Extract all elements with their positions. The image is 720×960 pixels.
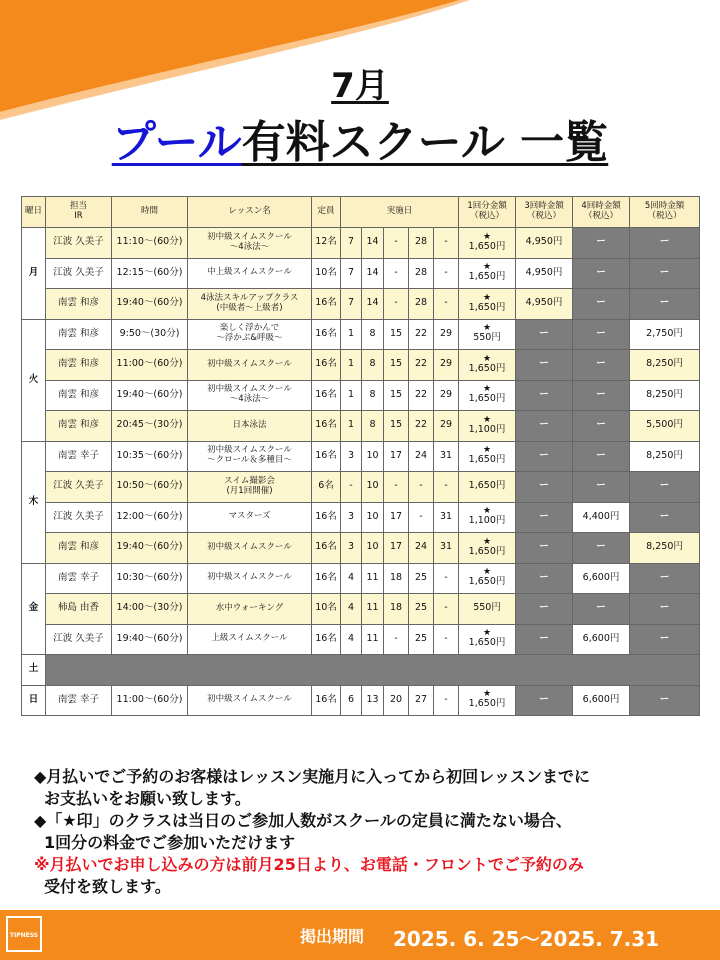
price-1-value: 1,650円 — [468, 271, 506, 283]
date-cell: 28 — [409, 228, 434, 259]
date-cell: 15 — [384, 319, 409, 350]
date-cell: 24 — [409, 441, 434, 472]
date-cell: 7 — [341, 289, 362, 320]
footer-bar — [0, 910, 720, 960]
price-1-value: 1,650円 — [468, 480, 506, 492]
closed-cell — [46, 655, 700, 686]
price-4-cell: ー — [573, 350, 630, 381]
header-time: 時間 — [112, 197, 188, 228]
table-row — [22, 350, 700, 381]
price-5-cell: 8,250円 — [630, 441, 700, 472]
date-cell: 14 — [362, 258, 384, 289]
time-cell: 11:00～(60分) — [112, 350, 188, 381]
lesson-cell: 楽しく浮かんで ～浮かぶ&呼吸～ — [188, 319, 312, 350]
price-3-cell: ー — [516, 563, 573, 594]
capacity-cell: 16名 — [312, 411, 341, 442]
price-1-value: 1,650円 — [468, 393, 506, 405]
table-header-row — [22, 197, 700, 228]
date-cell: 20 — [384, 685, 409, 716]
date-cell: 27 — [409, 685, 434, 716]
time-cell: 14:00～(30分) — [112, 594, 188, 625]
instructor-cell: 南雲 幸子 — [46, 685, 112, 716]
price-5-cell: ー — [630, 258, 700, 289]
table-row — [22, 441, 700, 472]
time-cell: 9:50～(30分) — [112, 319, 188, 350]
lesson-cell: 初中級スイムスクール — [188, 350, 312, 381]
date-cell: 15 — [384, 350, 409, 381]
star-mark: ★ — [482, 536, 492, 547]
date-cell: 28 — [409, 258, 434, 289]
note-line: 受付を致します。 — [44, 877, 171, 896]
header-dates: 実施日 — [341, 197, 459, 228]
star-mark: ★ — [482, 262, 492, 273]
note-line: 1回分の料金でご参加いただけます — [44, 833, 296, 852]
time-cell: 19:40～(60分) — [112, 289, 188, 320]
date-cell: 22 — [409, 319, 434, 350]
date-cell: - — [384, 228, 409, 259]
date-cell: 1 — [341, 350, 362, 381]
date-cell: - — [384, 289, 409, 320]
time-cell: 10:50～(60分) — [112, 472, 188, 503]
time-cell: 11:00～(60分) — [112, 685, 188, 716]
lesson-cell: 水中ウォーキング — [188, 594, 312, 625]
date-cell: 22 — [409, 380, 434, 411]
capacity-cell: 16名 — [312, 350, 341, 381]
note-line: ◆月払いでご予約のお客様はレッスン実施月に入ってから初回レッスンまでに — [34, 767, 590, 786]
lesson-cell: 4泳法スキルアップクラス (中級者～上級者) — [188, 289, 312, 320]
price-4-cell: ー — [573, 289, 630, 320]
time-cell: 10:30～(60分) — [112, 563, 188, 594]
capacity-cell: 16名 — [312, 380, 341, 411]
date-cell: - — [434, 289, 459, 320]
price-4-cell: 6,600円 — [573, 563, 630, 594]
capacity-cell: 16名 — [312, 533, 341, 564]
note-line: お支払いをお願い致します。 — [44, 789, 251, 808]
star-mark: ★ — [482, 384, 492, 395]
instructor-cell: 江波 久美子 — [46, 502, 112, 533]
date-cell: 22 — [409, 350, 434, 381]
period-range: 2025. 6. 25～2025. 7.31 — [393, 927, 660, 951]
price-5-cell: 8,250円 — [630, 533, 700, 564]
date-cell: 29 — [434, 380, 459, 411]
date-cell: 10 — [362, 441, 384, 472]
star-mark: ★ — [482, 567, 492, 578]
header-lesson: レッスン名 — [188, 197, 312, 228]
page-title — [0, 106, 720, 170]
price-3-cell: ー — [516, 380, 573, 411]
header-price-4: 4回時金額 （税込） — [573, 197, 630, 228]
price-1-value: 1,650円 — [468, 545, 506, 557]
tipness-logo: TIPNESS — [6, 916, 42, 952]
date-cell: 8 — [362, 350, 384, 381]
price-4-cell: ー — [573, 411, 630, 442]
capacity-cell: 16名 — [312, 441, 341, 472]
star-mark: ★ — [482, 323, 492, 334]
star-mark: ★ — [482, 414, 492, 425]
date-cell: 8 — [362, 411, 384, 442]
price-5-cell: ー — [630, 624, 700, 655]
day-cell: 木 — [22, 441, 46, 563]
date-cell: 29 — [434, 411, 459, 442]
price-1-cell — [459, 319, 516, 350]
price-5-cell: ー — [630, 289, 700, 320]
table-row — [22, 289, 700, 320]
date-cell: 31 — [434, 502, 459, 533]
price-5-cell: ー — [630, 685, 700, 716]
price-1-cell — [459, 502, 516, 533]
date-cell: 13 — [362, 685, 384, 716]
date-cell: 18 — [384, 594, 409, 625]
date-cell: - — [409, 502, 434, 533]
capacity-cell: 16名 — [312, 319, 341, 350]
time-cell: 19:40～(60分) — [112, 533, 188, 564]
table-row — [22, 685, 700, 716]
price-5-cell: 2,750円 — [630, 319, 700, 350]
lesson-cell: 初中級スイムスクール — [188, 533, 312, 564]
price-3-cell: ー — [516, 411, 573, 442]
date-cell: 14 — [362, 289, 384, 320]
date-cell: 17 — [384, 502, 409, 533]
price-3-cell: ー — [516, 319, 573, 350]
price-1-value: 1,650円 — [468, 362, 506, 374]
instructor-cell: 江波 久美子 — [46, 472, 112, 503]
table-row — [22, 563, 700, 594]
date-cell: 24 — [409, 533, 434, 564]
price-1-cell — [459, 258, 516, 289]
price-4-cell: 4,400円 — [573, 502, 630, 533]
instructor-cell: 南雲 和彦 — [46, 533, 112, 564]
date-cell: 3 — [341, 533, 362, 564]
price-1-cell — [459, 228, 516, 259]
price-1-value: 1,650円 — [468, 637, 506, 649]
title-pool-text: プール — [111, 117, 242, 168]
date-cell: 1 — [341, 319, 362, 350]
date-cell: - — [384, 258, 409, 289]
price-1-value: 1,650円 — [468, 698, 506, 710]
date-cell: 4 — [341, 594, 362, 625]
instructor-cell: 南雲 和彦 — [46, 350, 112, 381]
date-cell: - — [384, 472, 409, 503]
price-3-cell: ー — [516, 350, 573, 381]
price-1-cell — [459, 411, 516, 442]
time-cell: 12:15～(60分) — [112, 258, 188, 289]
lesson-cell: 日本泳法 — [188, 411, 312, 442]
price-1-value: 1,100円 — [468, 423, 506, 435]
date-cell: 14 — [362, 228, 384, 259]
date-cell: 3 — [341, 502, 362, 533]
date-cell: 11 — [362, 624, 384, 655]
date-cell: 11 — [362, 594, 384, 625]
price-4-cell: 6,600円 — [573, 685, 630, 716]
day-cell: 日 — [22, 685, 46, 716]
lesson-cell: マスターズ — [188, 502, 312, 533]
date-cell: 10 — [362, 533, 384, 564]
price-4-cell: ー — [573, 228, 630, 259]
price-1-cell — [459, 441, 516, 472]
price-5-cell: ー — [630, 472, 700, 503]
instructor-cell: 南雲 和彦 — [46, 411, 112, 442]
price-1-value: 1,650円 — [468, 240, 506, 252]
price-5-cell: 8,250円 — [630, 380, 700, 411]
star-mark: ★ — [482, 353, 492, 364]
capacity-cell: 16名 — [312, 624, 341, 655]
capacity-cell: 12名 — [312, 228, 341, 259]
price-3-cell: 4,950円 — [516, 258, 573, 289]
date-cell: 8 — [362, 380, 384, 411]
lesson-cell: 初中級スイムスクール ～クロール＆多種目～ — [188, 441, 312, 472]
star-mark: ★ — [482, 506, 492, 517]
lesson-cell: スイム撮影会 (月1回開催) — [188, 472, 312, 503]
price-1-cell — [459, 380, 516, 411]
table-row — [22, 319, 700, 350]
star-mark: ★ — [482, 292, 492, 303]
price-4-cell: ー — [573, 319, 630, 350]
table-row — [22, 624, 700, 655]
date-cell: 28 — [409, 289, 434, 320]
date-cell: - — [341, 472, 362, 503]
price-3-cell: ー — [516, 685, 573, 716]
header-price-3: 3回時金額 （税込） — [516, 197, 573, 228]
lesson-cell: 初中級スイムスクール ～4泳法～ — [188, 228, 312, 259]
date-cell: 17 — [384, 441, 409, 472]
price-4-cell: ー — [573, 258, 630, 289]
star-mark: ★ — [482, 628, 492, 639]
date-cell: 7 — [341, 258, 362, 289]
instructor-cell: 江波 久美子 — [46, 228, 112, 259]
price-1-value: 550円 — [473, 332, 501, 344]
date-cell: 10 — [362, 502, 384, 533]
price-3-cell: ー — [516, 624, 573, 655]
time-cell: 19:40～(60分) — [112, 624, 188, 655]
instructor-cell: 柿島 由香 — [46, 594, 112, 625]
price-1-cell — [459, 594, 516, 625]
date-cell: 1 — [341, 411, 362, 442]
date-cell: 29 — [434, 319, 459, 350]
price-4-cell: 6,600円 — [573, 624, 630, 655]
date-cell: 8 — [362, 319, 384, 350]
date-cell: 25 — [409, 563, 434, 594]
instructor-cell: 江波 久美子 — [46, 624, 112, 655]
table-row — [22, 380, 700, 411]
date-cell: 3 — [341, 441, 362, 472]
lesson-cell: 初中級スイムスクール — [188, 685, 312, 716]
header-price-5: 5回時金額 （税込） — [630, 197, 700, 228]
price-1-cell — [459, 350, 516, 381]
time-cell: 19:40～(60分) — [112, 380, 188, 411]
price-3-cell: ー — [516, 533, 573, 564]
table-row — [22, 258, 700, 289]
date-cell: 4 — [341, 624, 362, 655]
instructor-cell: 南雲 和彦 — [46, 319, 112, 350]
star-mark: ★ — [482, 689, 492, 700]
lesson-cell: 上級スイムスクール — [188, 624, 312, 655]
time-cell: 10:35～(60分) — [112, 441, 188, 472]
table-row — [22, 472, 700, 503]
price-1-cell — [459, 472, 516, 503]
price-4-cell: ー — [573, 594, 630, 625]
price-1-cell — [459, 685, 516, 716]
header-capacity: 定員 — [312, 197, 341, 228]
header-price-1: 1回分金額 （税込） — [459, 197, 516, 228]
price-3-cell: 4,950円 — [516, 228, 573, 259]
period-label: 掲出期間 — [300, 927, 365, 946]
price-1-value: 1,650円 — [468, 576, 506, 588]
date-cell: 15 — [384, 411, 409, 442]
table-row — [22, 228, 700, 259]
header-day: 曜日 — [22, 197, 46, 228]
day-cell: 月 — [22, 228, 46, 320]
date-cell: - — [434, 563, 459, 594]
price-1-value: 1,650円 — [468, 454, 506, 466]
capacity-cell: 16名 — [312, 289, 341, 320]
capacity-cell: 16名 — [312, 563, 341, 594]
price-3-cell: ー — [516, 441, 573, 472]
date-cell: 1 — [341, 380, 362, 411]
page-title-month: 7月 — [331, 66, 389, 106]
date-cell: - — [434, 624, 459, 655]
time-cell: 11:10～(60分) — [112, 228, 188, 259]
price-1-value: 1,650円 — [468, 301, 506, 313]
lesson-cell: 中上級スイムスクール — [188, 258, 312, 289]
date-cell: - — [384, 624, 409, 655]
lesson-cell: 初中級スイムスクール — [188, 563, 312, 594]
price-3-cell: ー — [516, 472, 573, 503]
price-3-cell: 4,950円 — [516, 289, 573, 320]
date-cell: - — [434, 472, 459, 503]
price-4-cell: ー — [573, 533, 630, 564]
price-1-cell — [459, 533, 516, 564]
instructor-cell: 南雲 和彦 — [46, 289, 112, 320]
table-row — [22, 411, 700, 442]
title-rest-text: 有料スクール 一覧 — [241, 117, 609, 168]
capacity-cell: 10名 — [312, 258, 341, 289]
lesson-cell: 初中級スイムスクール ～4泳法～ — [188, 380, 312, 411]
table-row — [22, 502, 700, 533]
price-1-cell — [459, 289, 516, 320]
instructor-cell: 南雲 和彦 — [46, 380, 112, 411]
instructor-cell: 南雲 幸子 — [46, 441, 112, 472]
price-3-cell: ー — [516, 594, 573, 625]
day-cell: 火 — [22, 319, 46, 441]
date-cell: 31 — [434, 533, 459, 564]
date-cell: 22 — [409, 411, 434, 442]
table-row — [22, 594, 700, 625]
date-cell: - — [434, 258, 459, 289]
star-mark: ★ — [482, 445, 492, 456]
table-row — [22, 533, 700, 564]
note-line: ◆「★印」のクラスは当日のご参加人数がスクールの定員に満たない場合、 — [34, 811, 572, 830]
capacity-cell: 16名 — [312, 502, 341, 533]
star-mark: ★ — [482, 231, 492, 242]
instructor-cell: 南雲 幸子 — [46, 563, 112, 594]
time-cell: 12:00～(60分) — [112, 502, 188, 533]
price-1-cell — [459, 624, 516, 655]
date-cell: - — [434, 594, 459, 625]
price-5-cell: 5,500円 — [630, 411, 700, 442]
schedule-table — [21, 196, 700, 716]
header-instructor: 担当 IR — [46, 197, 112, 228]
date-cell: 25 — [409, 594, 434, 625]
date-cell: 17 — [384, 533, 409, 564]
date-cell: 7 — [341, 228, 362, 259]
day-cell: 土 — [22, 655, 46, 686]
price-1-value: 1,100円 — [468, 515, 506, 527]
price-4-cell: ー — [573, 441, 630, 472]
date-cell: - — [434, 685, 459, 716]
date-cell: 18 — [384, 563, 409, 594]
price-5-cell: ー — [630, 502, 700, 533]
capacity-cell: 6名 — [312, 472, 341, 503]
date-cell: 25 — [409, 624, 434, 655]
price-5-cell: ー — [630, 563, 700, 594]
date-cell: 31 — [434, 441, 459, 472]
date-cell: 29 — [434, 350, 459, 381]
price-3-cell: ー — [516, 502, 573, 533]
price-5-cell: 8,250円 — [630, 350, 700, 381]
date-cell: 11 — [362, 563, 384, 594]
price-1-cell — [459, 563, 516, 594]
date-cell: 10 — [362, 472, 384, 503]
time-cell: 20:45～(30分) — [112, 411, 188, 442]
day-cell: 金 — [22, 563, 46, 655]
price-4-cell: ー — [573, 380, 630, 411]
capacity-cell: 16名 — [312, 685, 341, 716]
price-5-cell: ー — [630, 228, 700, 259]
table-row-closed — [22, 655, 700, 686]
price-1-value: 550円 — [473, 602, 501, 614]
date-cell: 4 — [341, 563, 362, 594]
date-cell: 6 — [341, 685, 362, 716]
notes-section — [34, 766, 714, 898]
date-cell: - — [434, 228, 459, 259]
date-cell: 15 — [384, 380, 409, 411]
price-5-cell: ー — [630, 594, 700, 625]
date-cell: - — [409, 472, 434, 503]
instructor-cell: 江波 久美子 — [46, 258, 112, 289]
price-4-cell: ー — [573, 472, 630, 503]
note-line-red: ※月払いでお申し込みの方は前月25日より、お電話・フロントでご予約のみ — [34, 855, 584, 874]
capacity-cell: 10名 — [312, 594, 341, 625]
